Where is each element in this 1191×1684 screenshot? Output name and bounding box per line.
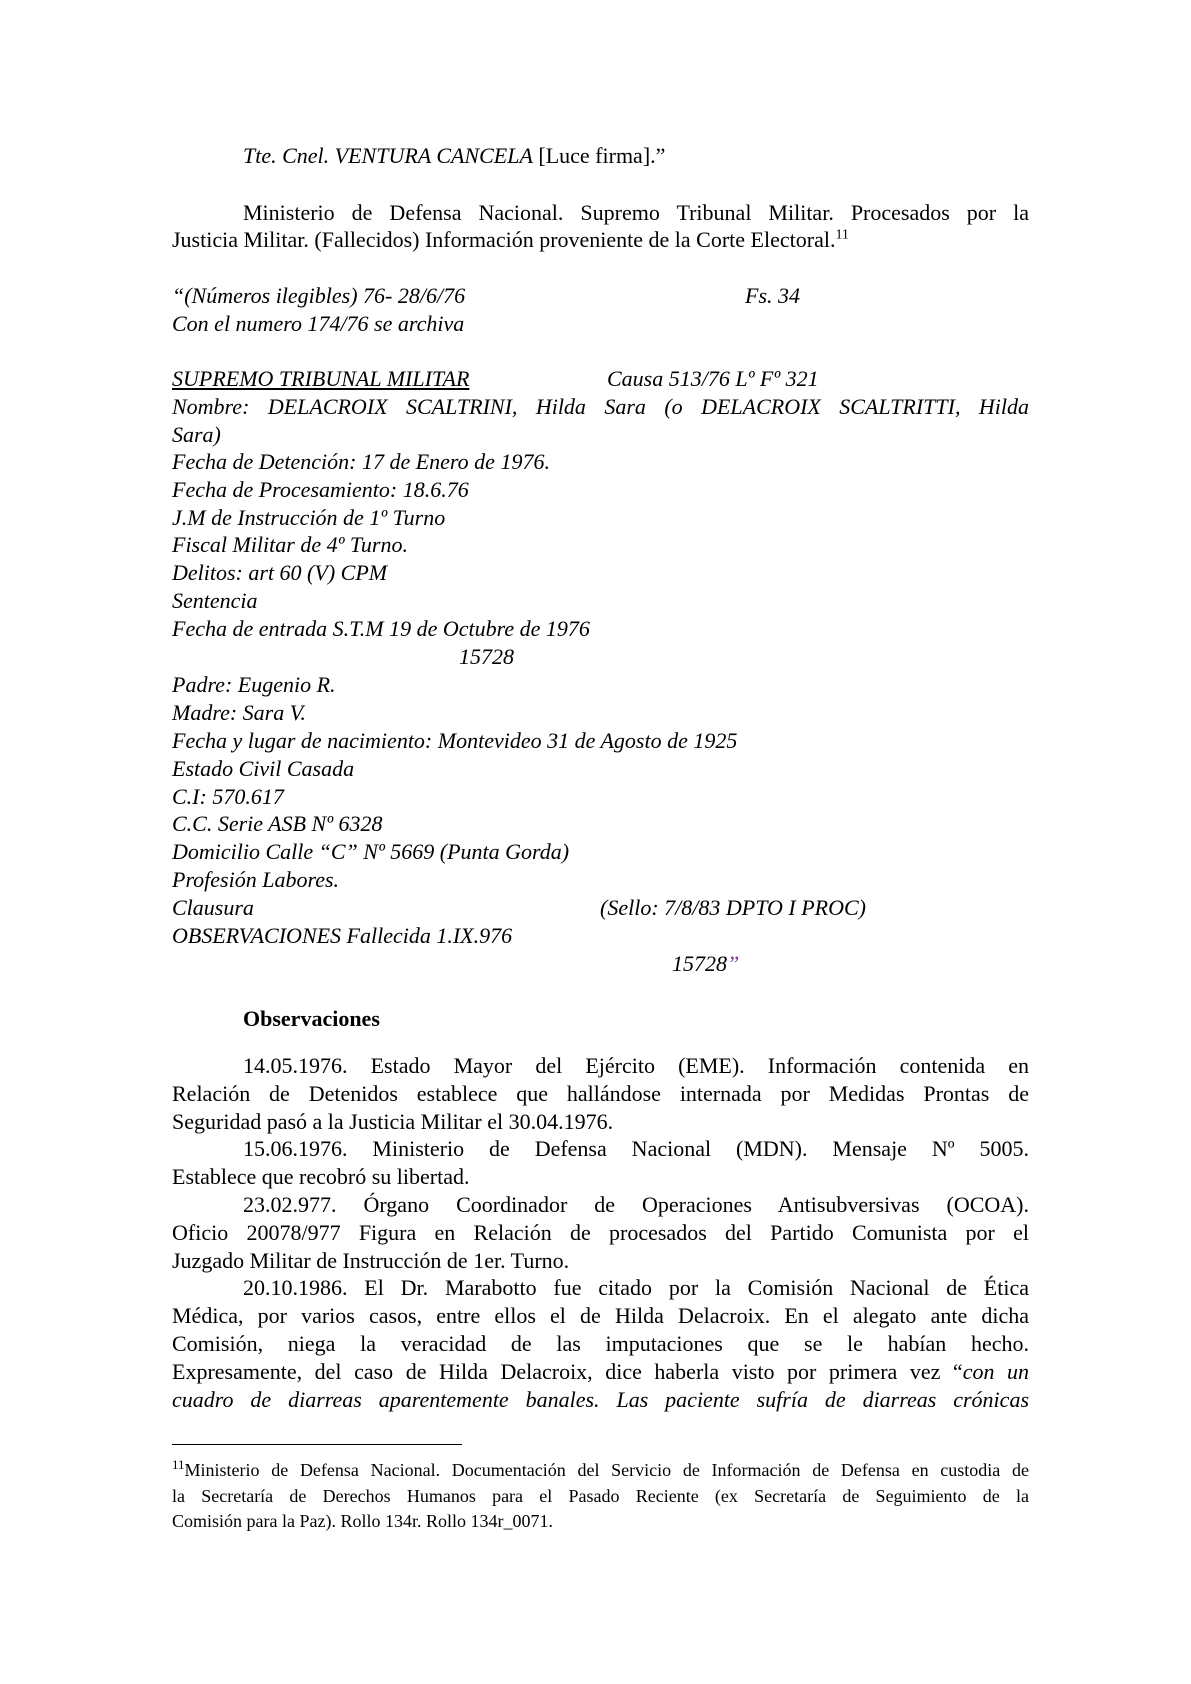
observaciones-heading: Observaciones [243,1006,380,1031]
record-header-left-2: Con el numero 174/76 se archiva [172,311,465,336]
intro-line-2-text: Justicia Militar. (Fallecidos) Información proveniente de la Corte Electoral. [172,227,836,252]
obs-line-3: Seguridad pasó a la Justicia Militar el 30.04.1976. [172,1109,614,1134]
obs-line-12-quote: con un [962,1359,1029,1384]
footnote-line-2: la Secretaría de Derechos Humanos para el Pasado Reciente (ex Secretaría de Seguimiento de la [172,1486,1029,1506]
sello: (Sello: 7/8/83 DPTO I PROC) [600,895,867,920]
obs-line-1: 14.05.1976. Estado Mayor del Ejército (EME). Información contenida en [243,1053,1029,1078]
nombre-line-2: Sara) [172,422,221,447]
obs-line-12 [172,1358,1029,1386]
obs-line-11: Comisión, niega la veracidad de las imputaciones que se le habían hecho. [172,1331,1029,1356]
fiscal-militar: Fiscal Militar de 4º Turno. [172,532,408,557]
profesion: Profesión Labores. [172,867,340,892]
obs-line-5: Establece que recobró su libertad. [172,1164,470,1189]
fecha-detencion: Fecha de Detención: 17 de Enero de 1976. [172,449,550,474]
footnote-reference: 11 [835,227,849,243]
record-number-1: 15728 [459,644,514,669]
record-header-left-1: “(Números ilegibles) 76- 28/6/76 [172,283,466,308]
nombre-line-1: Nombre: DELACROIX SCALTRINI, Hilda Sara (o DELACROIX SCALTRITTI, Hilda [172,394,1029,419]
closing-quote: ” [727,951,740,976]
record-number-2 [672,950,739,978]
sentencia: Sentencia [172,588,258,613]
obs-line-4: 15.06.1976. Ministerio de Defensa Nacional (MDN). Mensaje Nº 5005. [243,1136,1029,1161]
clausura: Clausura [172,895,254,920]
fecha-procesamiento: Fecha de Procesamiento: 18.6.76 [172,477,469,502]
obs-line-10: Médica, por varios casos, entre ellos el de Hilda Delacroix. En el alegato ante dicha [172,1303,1029,1328]
padre: Padre: Eugenio R. [172,672,336,697]
estado-civil: Estado Civil Casada [172,756,355,781]
footnote-line-3: Comisión para la Paz). Rollo 134r. Rollo 134r_0071. [172,1511,553,1531]
madre: Madre: Sara V. [172,700,306,725]
fecha-entrada: Fecha de entrada S.T.M 19 de Octubre de 1976 [172,616,590,641]
obs-line-9: 20.10.1986. El Dr. Marabotto fue citado por la Comisión Nacional de Ética [243,1275,1029,1300]
footnote-divider [172,1444,462,1445]
obs-line-8: Juzgado Militar de Instrucción de 1er. Turno. [172,1248,570,1273]
cedula-identidad: C.I: 570.617 [172,784,284,809]
intro-line-2 [172,226,849,254]
nacimiento: Fecha y lugar de nacimiento: Montevideo 31 de Agosto de 1925 [172,728,738,753]
observaciones-record: OBSERVACIONES Fallecida 1.IX.976 [172,923,513,948]
signature-note: [Luce firma].” [532,143,666,168]
signature-line [243,142,665,170]
causa-number: Causa 513/76 Lº Fº 321 [607,366,819,391]
domicilio: Domicilio Calle “C” Nº 5669 (Punta Gorda) [172,839,570,864]
signatory-name: Tte. Cnel. VENTURA CANCELA [243,143,533,168]
obs-line-2: Relación de Detenidos establece que hallándose internada por Medidas Prontas de [172,1081,1029,1106]
record-number-2-text: 15728 [672,951,727,976]
obs-line-6: 23.02.977. Órgano Coordinador de Operaciones Antisubversivas (OCOA). [243,1192,1029,1217]
footnote-line-1-text: Ministerio de Defensa Nacional. Documentación del Servicio de Información de Defensa en custodia de [184,1460,1029,1480]
footnote-number: 11 [172,1457,185,1472]
intro-line-1: Ministerio de Defensa Nacional. Supremo Tribunal Militar. Procesados por la [243,200,1029,225]
credencial-civica: C.C. Serie ASB Nº 6328 [172,811,383,836]
obs-line-7: Oficio 20078/977 Figura en Relación de procesados del Partido Comunista por el [172,1220,1029,1245]
footnote-line-1 [172,1458,1029,1483]
obs-line-13: cuadro de diarreas aparentemente banales. Las paciente sufría de diarreas crónicas [172,1387,1029,1412]
obs-line-12-text: Expresamente, del caso de Hilda Delacroix, dice haberla visto por primera vez “ [172,1359,963,1384]
record-header-folio: Fs. 34 [745,283,800,308]
tribunal-heading: SUPREMO TRIBUNAL MILITAR [172,366,470,391]
juez-instruccion: J.M de Instrucción de 1º Turno [172,505,446,530]
delitos: Delitos: art 60 (V) CPM [172,560,388,585]
